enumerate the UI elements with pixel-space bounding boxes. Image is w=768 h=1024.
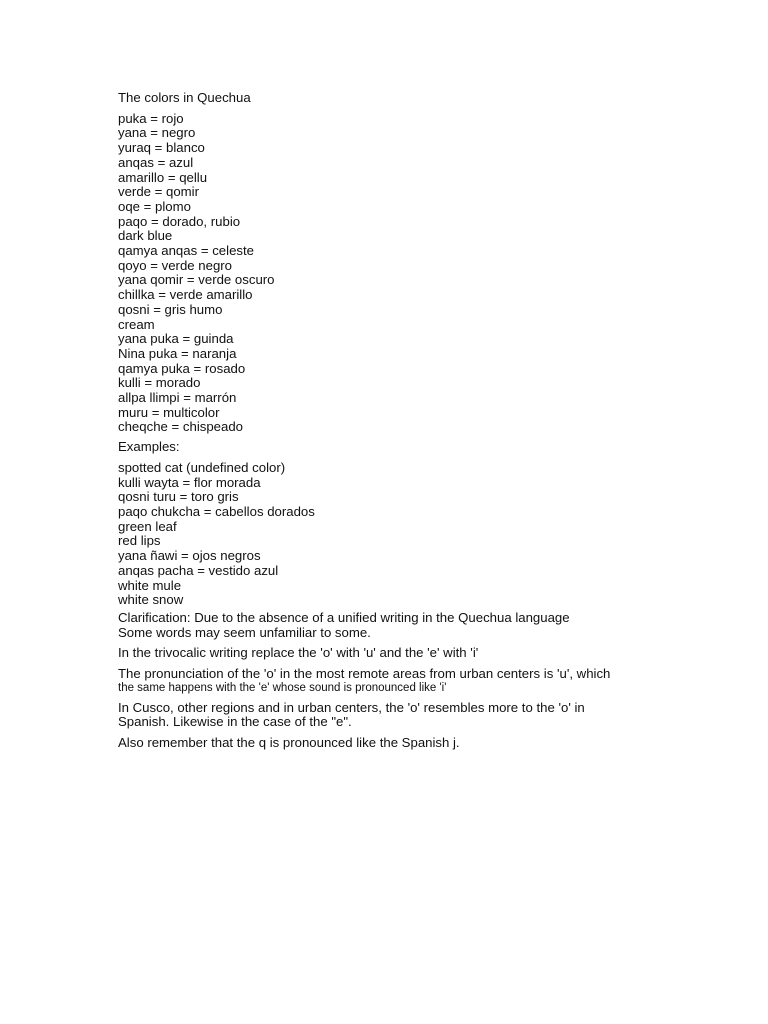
cusco-line: In Cusco, other regions and in urban centers, the 'o' resembles more to the 'o' in bbox=[118, 699, 585, 715]
examples-heading: Examples: bbox=[118, 439, 180, 455]
example-item: kulli wayta = flor morada bbox=[118, 474, 261, 490]
pronunciation-line: The pronunciation of the 'o' in the most remote areas from urban centers is 'u', which bbox=[118, 666, 611, 682]
color-item: kulli = morado bbox=[118, 375, 201, 391]
example-item: green leaf bbox=[118, 518, 177, 534]
color-item: qoyo = verde negro bbox=[118, 257, 233, 273]
color-item: allpa llimpi = marrón bbox=[118, 390, 237, 406]
color-item: cream bbox=[118, 316, 155, 332]
color-item: oqe = plomo bbox=[118, 198, 191, 214]
color-item: muru = multicolor bbox=[118, 404, 220, 420]
document-title: The colors in Quechua bbox=[118, 90, 251, 105]
examples-list bbox=[118, 461, 738, 608]
example-item: anqas pacha = vestido azul bbox=[118, 562, 279, 578]
colors-list bbox=[118, 112, 738, 435]
color-item: dark blue bbox=[118, 228, 173, 244]
clarification-line: Clarification: Due to the absence of a unified writing in the Quechua language bbox=[118, 609, 570, 625]
clarification-line: Some words may seem unfamiliar to some. bbox=[118, 624, 371, 640]
example-item: white snow bbox=[118, 592, 184, 608]
color-item: chillka = verde amarillo bbox=[118, 287, 253, 303]
example-item: red lips bbox=[118, 533, 161, 549]
color-item: yana = negro bbox=[118, 125, 196, 141]
cusco-line: Spanish. Likewise in the case of the "e". bbox=[118, 714, 352, 730]
color-item: yana qomir = verde oscuro bbox=[118, 272, 275, 288]
color-item: qosni = gris humo bbox=[118, 301, 223, 317]
color-item: cheqche = chispeado bbox=[118, 419, 244, 435]
example-item: yana ñawi = ojos negros bbox=[118, 548, 261, 564]
color-item: yana puka = guinda bbox=[118, 331, 234, 347]
q-pronunciation-note: Also remember that the q is pronounced like the Spanish j. bbox=[118, 735, 460, 751]
color-item: yuraq = blanco bbox=[118, 140, 205, 156]
document-content bbox=[118, 91, 738, 751]
color-item: paqo = dorado, rubio bbox=[118, 213, 241, 229]
example-item: spotted cat (undefined color) bbox=[118, 459, 286, 475]
color-item: Nina puka = naranja bbox=[118, 345, 237, 361]
pronunciation-line: the same happens with the 'e' whose sound is pronounced like 'i' bbox=[118, 681, 447, 694]
clarification-paragraph bbox=[118, 611, 738, 640]
color-item: verde = qomir bbox=[118, 184, 199, 200]
example-item: white mule bbox=[118, 577, 182, 593]
color-item: qamya puka = rosado bbox=[118, 360, 246, 376]
pronunciation-paragraph bbox=[118, 667, 738, 695]
color-item: anqas = azul bbox=[118, 154, 194, 170]
color-item: amarillo = qellu bbox=[118, 169, 208, 185]
example-item: qosni turu = toro gris bbox=[118, 489, 239, 505]
color-item: qamya anqas = celeste bbox=[118, 243, 254, 259]
cusco-paragraph bbox=[118, 701, 738, 730]
trivocalic-paragraph: In the trivocalic writing replace the 'o' with 'u' and the 'e' with 'i' bbox=[118, 645, 479, 661]
example-item: paqo chukcha = cabellos dorados bbox=[118, 503, 315, 519]
color-item: puka = rojo bbox=[118, 110, 184, 126]
